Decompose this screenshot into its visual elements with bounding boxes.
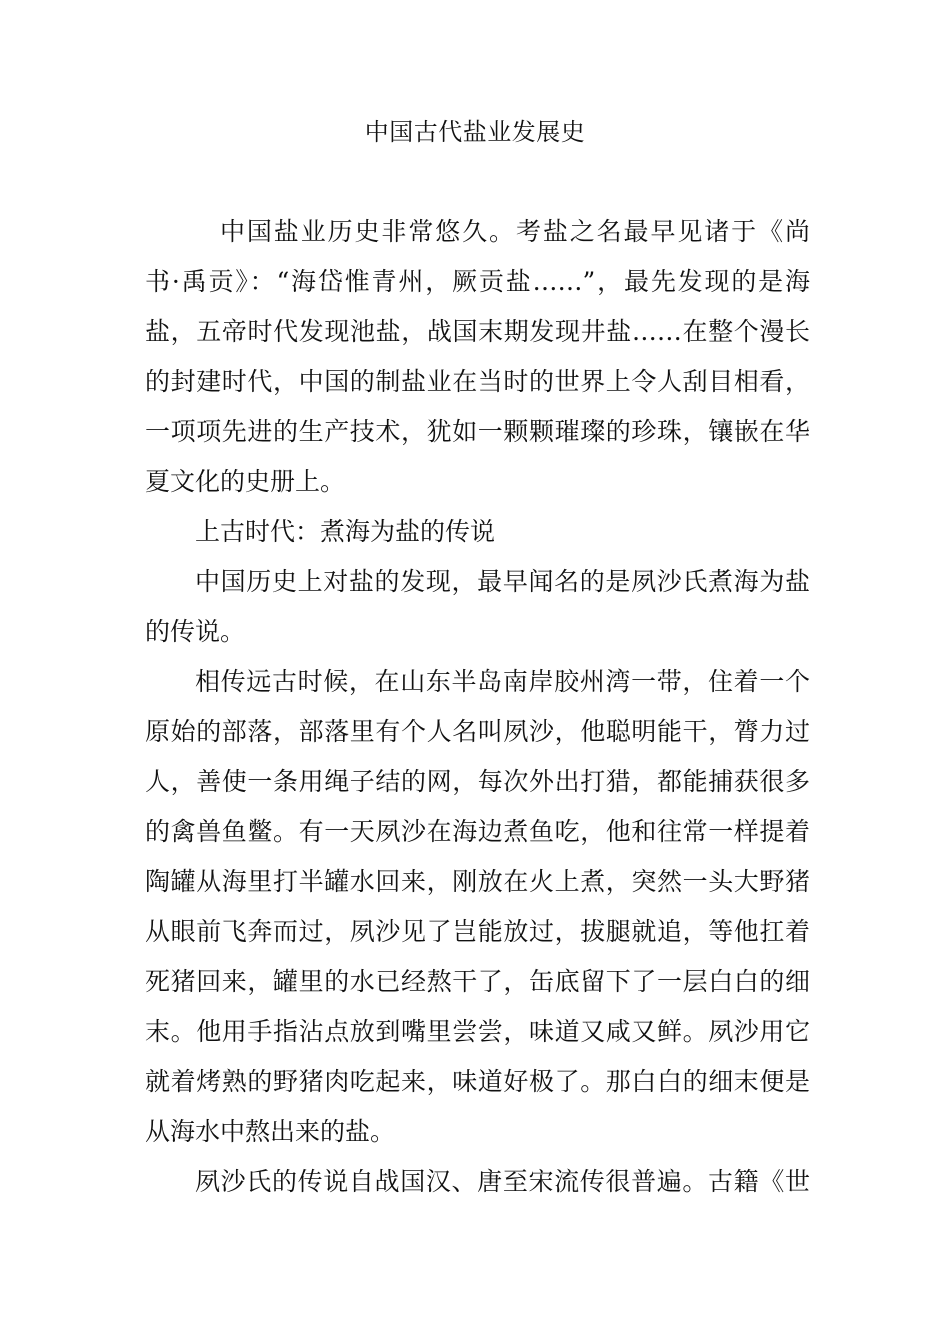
paragraph-line: 的禽兽鱼鳖。有一天夙沙在海边煮鱼吃，他和往常一样提着	[145, 817, 810, 846]
paragraph-line: 一项项先进的生产技术，犹如一颗颗璀璨的珍珠，镶嵌在华	[145, 417, 810, 446]
paragraph-line: 的封建时代，中国的制盐业在当时的世界上令人刮目相看，	[145, 367, 810, 396]
paragraph-line: 从眼前飞奔而过，夙沙见了岂能放过，拔腿就追，等他扛着	[145, 917, 810, 946]
paragraph-line: 人，善使一条用绳子结的网，每次外出打猎，都能捕获很多	[145, 767, 810, 796]
paragraph-line: 中国历史上对盐的发现，最早闻名的是夙沙氏煮海为盐	[195, 567, 810, 596]
paragraph-line: 夏文化的史册上。	[145, 467, 346, 496]
paragraph-line: 中国盐业历史非常悠久。考盐之名最早见诸于《尚	[220, 217, 810, 246]
paragraph-line: 就着烤熟的野猪肉吃起来，味道好极了。那白白的细末便是	[145, 1067, 810, 1096]
paragraph-line: 死猪回来，罐里的水已经熬干了，缶底留下了一层白白的细	[145, 967, 810, 996]
paragraph-line: 书·禹贡》：“海岱惟青州，厥贡盐……”，最先发现的是海	[145, 267, 810, 296]
paragraph-line: 的传说。	[145, 617, 246, 646]
section-heading: 上古时代：煮海为盐的传说	[195, 517, 496, 546]
paragraph-line: 陶罐从海里打半罐水回来，刚放在火上煮，突然一头大野猪	[145, 867, 810, 896]
paragraph-line: 相传远古时候，在山东半岛南岸胶州湾一带，住着一个	[195, 667, 810, 696]
paragraph-line: 从海水中熬出来的盐。	[145, 1117, 396, 1146]
paragraph-line: 原始的部落，部落里有个人名叫夙沙，他聪明能干，膂力过	[145, 717, 810, 746]
paragraph-line: 盐，五帝时代发现池盐，战国末期发现井盐……在整个漫长	[145, 317, 810, 346]
document-title: 中国古代盐业发展史	[364, 118, 586, 146]
paragraph-line: 夙沙氏的传说自战国汉、唐至宋流传很普遍。古籍《世	[195, 1167, 810, 1196]
paragraph-line: 末。他用手指沾点放到嘴里尝尝，味道又咸又鲜。夙沙用它	[145, 1017, 810, 1046]
